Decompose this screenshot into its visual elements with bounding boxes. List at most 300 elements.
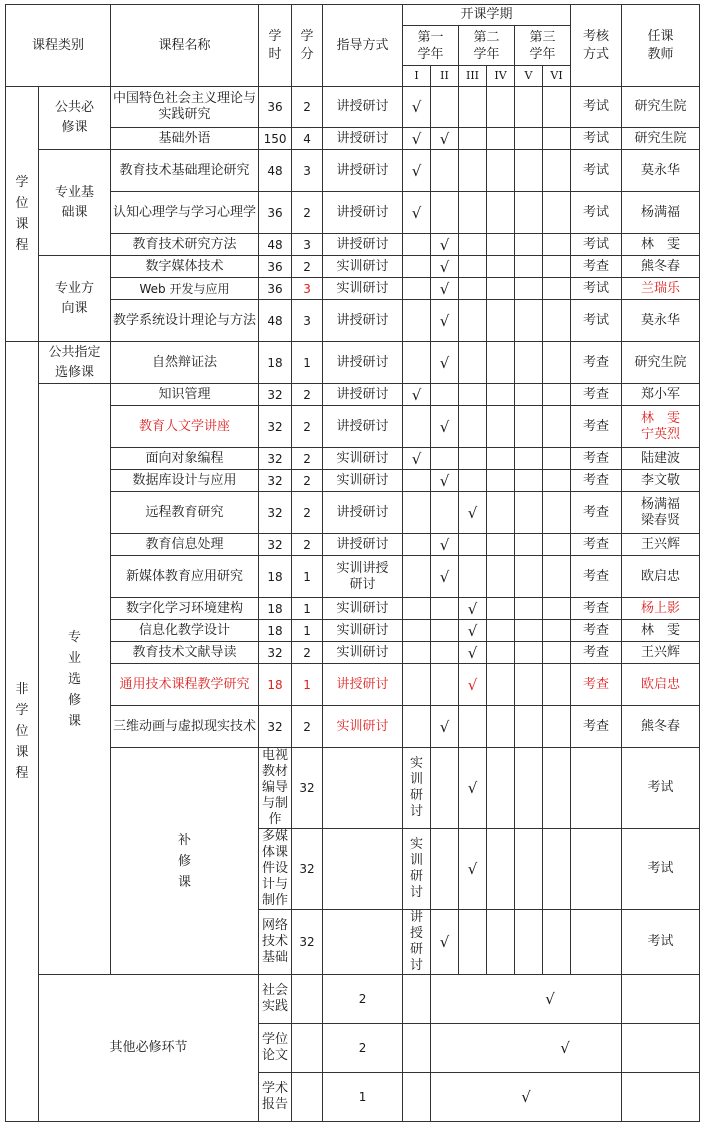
course-credits: 1 <box>292 664 323 706</box>
course-teacher: 研究生院 <box>622 342 700 384</box>
sem-cell <box>515 556 543 598</box>
category-nondegree-text: 非学位课程 <box>15 682 29 781</box>
course-method: 实训研讨 <box>323 278 403 300</box>
header-credits-text: 学分 <box>300 28 314 62</box>
check-mark: √ <box>431 706 459 748</box>
course-hours <box>292 1073 323 1122</box>
sem-cell <box>459 384 487 406</box>
course-hours: 36 <box>259 256 292 278</box>
sem-cell <box>543 492 571 534</box>
course-name: 基础外语 <box>111 128 259 150</box>
course-method <box>403 975 431 1024</box>
table-row <box>6 150 700 192</box>
sem-cell <box>515 256 543 278</box>
course-method: 讲授研讨 <box>323 406 403 448</box>
sem-cell <box>543 150 571 192</box>
course-hours: 18 <box>259 556 292 598</box>
course-credits: 1 <box>323 1073 403 1122</box>
sem-cell <box>403 620 431 642</box>
sem-cell <box>459 470 487 492</box>
sem-cell <box>515 829 543 910</box>
course-method <box>403 1024 431 1073</box>
course-teacher: 陆建波 <box>622 448 700 470</box>
course-name: 电视教材编导与制作 <box>259 748 292 829</box>
course-method: 实训研讨 <box>403 829 431 910</box>
sem-cell <box>515 87 543 128</box>
sem-cell <box>515 706 543 748</box>
course-hours: 18 <box>259 598 292 620</box>
teacher-line-1: 林 雯 <box>641 410 681 426</box>
sem-cell <box>515 300 543 342</box>
sem-cell <box>487 748 515 829</box>
sem-cell <box>487 492 515 534</box>
sem-cell <box>431 664 459 706</box>
course-assessment: 考试 <box>622 829 700 910</box>
check-mark: √ <box>431 470 459 492</box>
sem-cell <box>487 87 515 128</box>
header-semesters: 开课学期 <box>403 5 571 26</box>
sem-cell <box>487 910 515 975</box>
table-row <box>6 256 700 278</box>
course-method: 讲授研讨 <box>323 150 403 192</box>
course-name: 教育技术基础理论研究 <box>111 150 259 192</box>
course-method: 讲授研讨 <box>323 534 403 556</box>
sem-cell <box>543 278 571 300</box>
table-row <box>6 664 700 706</box>
sem-cell <box>431 642 459 664</box>
sem-cell <box>487 406 515 448</box>
course-credits: 1 <box>292 598 323 620</box>
course-credits: 2 <box>292 492 323 534</box>
course-credits: 2 <box>292 256 323 278</box>
check-mark: √ <box>459 620 487 642</box>
course-teacher <box>622 406 700 448</box>
check-mark: √ <box>403 192 431 234</box>
sem-cell <box>543 829 571 910</box>
teacher-line-2: 宁英烈 <box>641 426 681 442</box>
header-course-name: 课程名称 <box>111 5 259 87</box>
sem-cell <box>403 234 431 256</box>
course-hours: 48 <box>259 234 292 256</box>
check-mark: √ <box>403 87 431 128</box>
sem-cell <box>487 664 515 706</box>
sem-cell <box>543 384 571 406</box>
category-major-direction-text: 专业方向课 <box>54 280 94 316</box>
sem-cell <box>459 406 487 448</box>
check-mark: √ <box>431 406 459 448</box>
course-method: 讲授研讨 <box>403 910 431 975</box>
sem-cell <box>515 128 543 150</box>
check-mark: √ <box>431 1024 622 1073</box>
course-name: 数字媒体技术 <box>111 256 259 278</box>
sem-cell <box>487 128 515 150</box>
header-category: 课程类别 <box>6 5 111 87</box>
header-assessment <box>571 5 622 87</box>
header-year-1 <box>403 26 459 66</box>
header-year-1-text: 第一学年 <box>417 29 444 62</box>
sem-cell <box>515 192 543 234</box>
course-teacher: 郑小军 <box>622 384 700 406</box>
category-remedial <box>111 748 259 975</box>
course-hours: 32 <box>259 470 292 492</box>
sem-cell <box>459 150 487 192</box>
sem-cell <box>515 342 543 384</box>
sem-cell <box>403 534 431 556</box>
course-assessment: 考试 <box>571 87 622 128</box>
table-row <box>6 384 700 406</box>
course-name: 教学系统设计理论与方法 <box>111 300 259 342</box>
check-mark: √ <box>459 642 487 664</box>
course-credits: 3 <box>292 150 323 192</box>
course-hours: 32 <box>259 642 292 664</box>
course-credits: 2 <box>292 642 323 664</box>
course-name: 信息化教学设计 <box>111 620 259 642</box>
course-hours: 36 <box>259 192 292 234</box>
table-row <box>6 534 700 556</box>
sem-cell <box>543 470 571 492</box>
sem-cell <box>515 598 543 620</box>
course-hours: 32 <box>259 406 292 448</box>
table-row <box>6 342 700 384</box>
header-teacher <box>622 5 700 87</box>
course-assessment: 考试 <box>571 278 622 300</box>
check-mark: √ <box>431 342 459 384</box>
table-row <box>6 87 700 128</box>
sem-cell <box>543 664 571 706</box>
course-assessment: 考查 <box>571 492 622 534</box>
course-credits: 2 <box>292 406 323 448</box>
sem-cell <box>459 128 487 150</box>
course-credits: 1 <box>292 620 323 642</box>
course-method: 讲授研讨 <box>323 664 403 706</box>
course-hours: 32 <box>259 534 292 556</box>
sem-cell <box>431 384 459 406</box>
sem-cell <box>459 234 487 256</box>
course-credits: 1 <box>292 556 323 598</box>
sem-cell <box>543 706 571 748</box>
course-hours: 32 <box>259 492 292 534</box>
course-method: 实训研讨 <box>323 706 403 748</box>
sem-cell <box>487 556 515 598</box>
course-teacher: 研究生院 <box>622 87 700 128</box>
course-credits: 2 <box>292 448 323 470</box>
course-assessment <box>622 975 700 1024</box>
sem-cell <box>487 256 515 278</box>
course-hours: 32 <box>292 748 323 829</box>
header-hours-text: 学时 <box>268 28 282 62</box>
sem-cell <box>515 910 543 975</box>
category-major-elective-text: 专业选修课 <box>67 629 81 729</box>
table-row <box>6 406 700 448</box>
course-method: 实训研讨 <box>323 620 403 642</box>
sem-cell <box>403 598 431 620</box>
sem-cell <box>487 534 515 556</box>
header-year-3-text: 第三学年 <box>529 29 556 62</box>
table-row <box>6 492 700 534</box>
sem-cell <box>487 342 515 384</box>
course-name: 学术报告 <box>259 1073 292 1122</box>
course-teacher: 王兴辉 <box>622 534 700 556</box>
sem-cell <box>487 598 515 620</box>
course-method: 讲授研讨 <box>323 234 403 256</box>
course-credits: 4 <box>292 128 323 150</box>
course-assessment: 考查 <box>571 470 622 492</box>
check-mark: √ <box>431 975 622 1024</box>
course-method: 实训研讨 <box>323 256 403 278</box>
header-method: 指导方式 <box>323 5 403 87</box>
course-name: 通用技术课程教学研究 <box>111 664 259 706</box>
course-credits: 2 <box>292 470 323 492</box>
sem-cell <box>431 448 459 470</box>
table-row <box>6 556 700 598</box>
course-teacher: 林 雯 <box>622 620 700 642</box>
sem-cell <box>515 150 543 192</box>
sem-cell <box>543 748 571 829</box>
check-mark: √ <box>431 256 459 278</box>
sem-cell <box>403 256 431 278</box>
table-row <box>6 234 700 256</box>
sem-cell <box>431 192 459 234</box>
sem-cell <box>459 192 487 234</box>
sem-cell <box>543 234 571 256</box>
sem-cell <box>543 620 571 642</box>
sem-cell <box>403 342 431 384</box>
course-name: 网络技术基础 <box>259 910 292 975</box>
sem-cell <box>571 829 622 910</box>
course-method: 讲授研讨 <box>323 300 403 342</box>
check-mark: √ <box>431 128 459 150</box>
course-name: 社会实践 <box>259 975 292 1024</box>
header-year-2-text: 第二学年 <box>473 29 500 62</box>
course-assessment: 考试 <box>571 150 622 192</box>
course-hours: 18 <box>259 664 292 706</box>
sem-cell <box>487 278 515 300</box>
sem-cell <box>403 642 431 664</box>
table-row <box>6 448 700 470</box>
sem-cell <box>515 234 543 256</box>
table-row <box>6 620 700 642</box>
course-name: 远程教育研究 <box>111 492 259 534</box>
table-row <box>6 598 700 620</box>
sem-cell <box>515 448 543 470</box>
sem-cell <box>459 556 487 598</box>
table-row <box>6 300 700 342</box>
course-hours: 18 <box>259 620 292 642</box>
category-major-elective <box>39 384 111 975</box>
course-hours: 36 <box>259 87 292 128</box>
header-sem-4: IV <box>487 66 515 87</box>
course-method: 讲授研讨 <box>323 87 403 128</box>
course-credits: 2 <box>292 706 323 748</box>
course-method: 实训研讨 <box>403 748 431 829</box>
table-row <box>6 975 700 1024</box>
course-name: 新媒体教育应用研究 <box>111 556 259 598</box>
header-sem-3: III <box>459 66 487 87</box>
sem-cell <box>543 87 571 128</box>
course-name: 多媒体课件设计与制作 <box>259 829 292 910</box>
course-teacher: 熊冬春 <box>622 256 700 278</box>
header-assessment-text: 考核方式 <box>583 28 610 62</box>
sem-cell <box>515 534 543 556</box>
header-sem-6: VI <box>543 66 571 87</box>
sem-cell <box>543 448 571 470</box>
sem-cell <box>487 300 515 342</box>
category-nondegree <box>6 342 39 1122</box>
course-assessment <box>622 1073 700 1122</box>
check-mark: √ <box>403 384 431 406</box>
course-assessment: 考查 <box>571 256 622 278</box>
course-name: 教育信息处理 <box>111 534 259 556</box>
sem-cell <box>543 300 571 342</box>
course-method: 讲授研讨 <box>323 384 403 406</box>
sem-cell <box>459 534 487 556</box>
category-major-basic <box>39 150 111 256</box>
course-teacher <box>622 492 700 534</box>
header-sem-5: V <box>515 66 543 87</box>
header-hours <box>259 5 292 87</box>
sem-cell <box>543 128 571 150</box>
course-credits: 2 <box>292 534 323 556</box>
sem-cell <box>459 342 487 384</box>
sem-cell <box>515 620 543 642</box>
sem-cell <box>431 620 459 642</box>
course-method-text: 实训讲授研讨 <box>336 560 389 592</box>
course-hours: 32 <box>259 706 292 748</box>
course-teacher: 王兴辉 <box>622 642 700 664</box>
sem-cell <box>515 492 543 534</box>
check-mark: √ <box>403 150 431 192</box>
course-method <box>323 556 403 598</box>
sem-cell <box>403 706 431 748</box>
sem-cell <box>431 87 459 128</box>
sem-cell <box>403 556 431 598</box>
check-mark: √ <box>431 278 459 300</box>
sem-cell <box>543 534 571 556</box>
check-mark: √ <box>459 492 487 534</box>
course-credits <box>323 748 403 829</box>
course-teacher: 兰瑞乐 <box>622 278 700 300</box>
check-mark: √ <box>431 556 459 598</box>
course-teacher: 莫永华 <box>622 300 700 342</box>
course-assessment: 考查 <box>571 664 622 706</box>
sem-cell <box>431 748 459 829</box>
course-name: 教育人文学讲座 <box>111 406 259 448</box>
sem-cell <box>515 384 543 406</box>
sem-cell <box>431 492 459 534</box>
sem-cell <box>543 556 571 598</box>
sem-cell <box>487 384 515 406</box>
course-hours <box>292 1024 323 1073</box>
course-method: 实训研讨 <box>323 642 403 664</box>
check-mark: √ <box>459 748 487 829</box>
course-assessment: 考查 <box>571 448 622 470</box>
sem-cell <box>515 664 543 706</box>
course-assessment: 考查 <box>571 406 622 448</box>
course-name: 数据库设计与应用 <box>111 470 259 492</box>
course-assessment: 考试 <box>622 748 700 829</box>
header-sem-1: I <box>403 66 431 87</box>
sem-cell <box>515 278 543 300</box>
course-teacher: 欧启忠 <box>622 556 700 598</box>
course-teacher: 杨上影 <box>622 598 700 620</box>
course-assessment: 考试 <box>571 128 622 150</box>
course-credits: 3 <box>292 300 323 342</box>
sem-cell <box>543 598 571 620</box>
course-assessment: 考查 <box>571 534 622 556</box>
sem-cell <box>515 470 543 492</box>
course-assessment: 考查 <box>571 706 622 748</box>
course-name: 教育技术文献导读 <box>111 642 259 664</box>
course-assessment: 考查 <box>571 384 622 406</box>
sem-cell <box>543 642 571 664</box>
course-assessment: 考查 <box>571 556 622 598</box>
course-name: 三维动画与虚拟现实技术 <box>111 706 259 748</box>
course-method: 讲授研讨 <box>323 492 403 534</box>
course-hours: 32 <box>292 829 323 910</box>
course-name: 数字化学习环境建构 <box>111 598 259 620</box>
sem-cell <box>459 278 487 300</box>
category-major-basic-text: 专业基础课 <box>54 184 94 220</box>
course-credits: 2 <box>292 384 323 406</box>
course-hours: 18 <box>259 342 292 384</box>
check-mark: √ <box>431 300 459 342</box>
teacher-line-2: 梁春贤 <box>641 512 681 528</box>
check-mark: √ <box>431 1073 622 1122</box>
table-row <box>6 748 700 829</box>
category-public-elective <box>39 342 111 384</box>
course-credits: 2 <box>323 1024 403 1073</box>
sem-cell <box>487 192 515 234</box>
sem-cell <box>431 150 459 192</box>
sem-cell <box>487 829 515 910</box>
sem-cell <box>543 256 571 278</box>
sem-cell <box>403 470 431 492</box>
teacher-line-1: 杨满福 <box>641 496 681 512</box>
sem-cell <box>487 642 515 664</box>
course-name: 认知心理学与学习心理学 <box>111 192 259 234</box>
course-teacher: 欧启忠 <box>622 664 700 706</box>
table-row <box>6 706 700 748</box>
sem-cell <box>403 406 431 448</box>
category-public-elective-text: 公共指定选修课 <box>48 344 101 380</box>
sem-cell <box>487 150 515 192</box>
sem-cell <box>459 706 487 748</box>
course-name: 中国特色社会主义理论与实践研究 <box>111 87 259 128</box>
course-method: 实训研讨 <box>323 470 403 492</box>
category-remedial-text: 补修课 <box>178 832 192 890</box>
course-hours <box>292 975 323 1024</box>
course-credits: 3 <box>292 278 323 300</box>
course-hours: 150 <box>259 128 292 150</box>
course-name: 教育技术研究方法 <box>111 234 259 256</box>
course-credits: 3 <box>292 234 323 256</box>
course-method: 讲授研讨 <box>323 128 403 150</box>
course-method: 讲授研讨 <box>323 342 403 384</box>
sem-cell <box>543 406 571 448</box>
course-credits: 2 <box>292 192 323 234</box>
header-year-2 <box>459 26 515 66</box>
sem-cell <box>515 406 543 448</box>
course-credits: 2 <box>292 87 323 128</box>
table-row <box>6 192 700 234</box>
sem-cell <box>403 278 431 300</box>
sem-cell <box>543 342 571 384</box>
sem-cell <box>487 706 515 748</box>
course-name: 学位论文 <box>259 1024 292 1073</box>
course-teacher: 林 雯 <box>622 234 700 256</box>
sem-cell <box>487 620 515 642</box>
check-mark: √ <box>403 448 431 470</box>
